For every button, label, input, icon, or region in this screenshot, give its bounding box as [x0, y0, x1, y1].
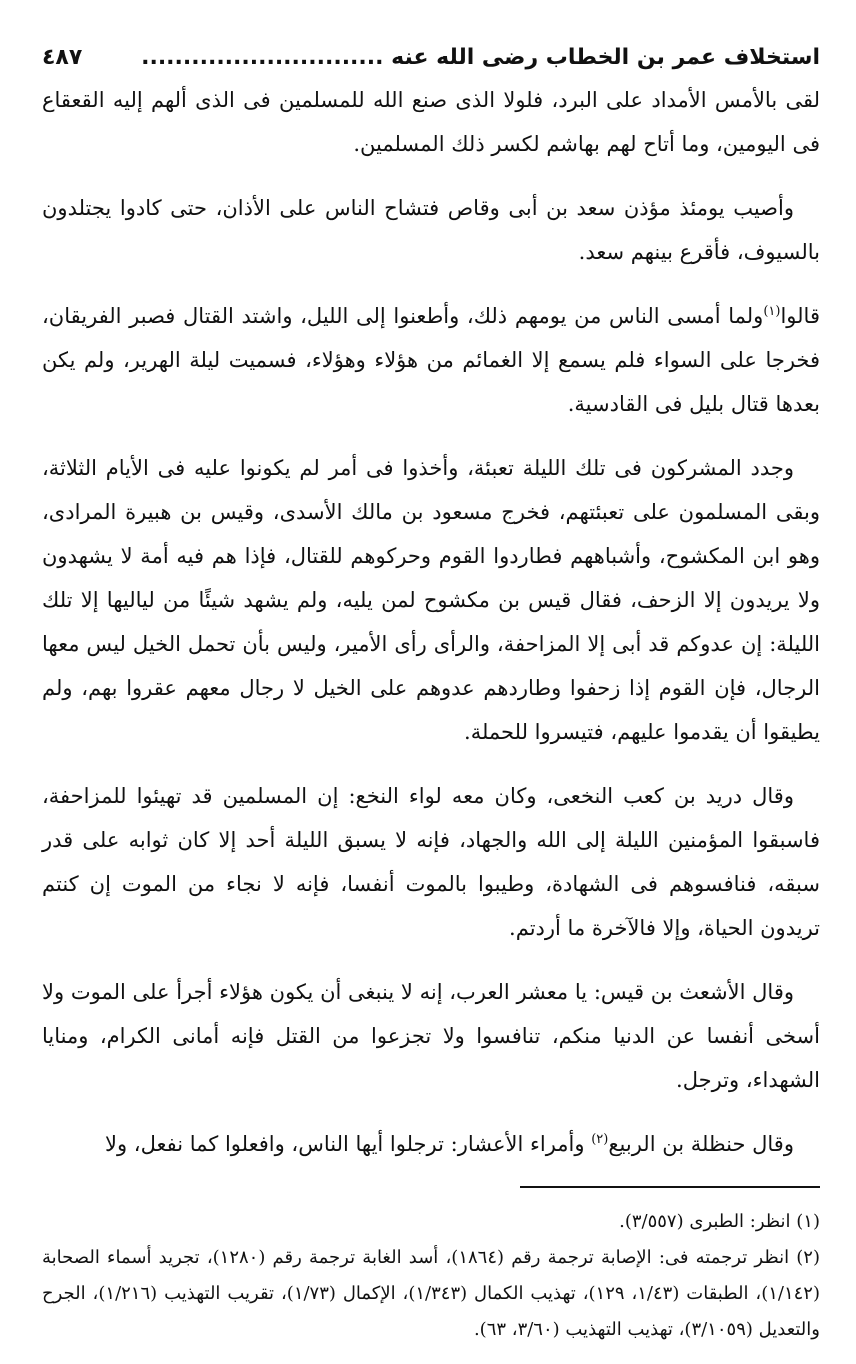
paragraph-5: وقال دريد بن كعب النخعى، وكان معه لواء النخع: إن المسلمين قد تهيئوا للمزاحفة، فاسبقوا المؤمنين الليلة إلى الله والجهاد، فإنه لا يسبق الليلة أحد إلا كان ثوابه على قدر سبقه، فنافسوهم فى الشهادة، وطيبوا بالموت أنفسا، فإنه لا نجاء من الموت إن كنتم تريدون الحياة، وإلا فالآخرة ما أردتم. — [42, 784, 820, 940]
paragraph-3 — [42, 294, 820, 426]
paragraph-3-lead: قالوا — [780, 304, 820, 328]
body-text — [42, 78, 820, 1166]
running-head-title: استخلاف عمر بن الخطاب رضى الله عنه ............................. — [141, 45, 820, 70]
paragraph-7-text: وأمراء الأعشار: ترجلوا أيها الناس، وافعلوا كما نفعل، ولا — [105, 1132, 585, 1156]
paragraph-6: وقال الأشعث بن قيس: يا معشر العرب، إنه لا ينبغى أن يكون هؤلاء أجرأ على الموت ولا أسخى أنفسا عن الدنيا منكم، تنافسوا ولا تجزعوا من القتل فإنه أمانى الكرام، ومنايا الشهداء، وترجل. — [42, 980, 820, 1092]
paragraph-1: لقى بالأمس الأمداد على البرد، فلولا الذى صنع الله للمسلمين فى الذى ألهم إليه القعقاع فى اليومين، وما أتاح لهم بهاشم لكسر ذلك المسلمين. — [42, 88, 820, 156]
paragraph-2: وأصيب يومئذ مؤذن سعد بن أبى وقاص فتشاح الناس على الأذان، حتى كادوا يجتلدون بالسيوف، فأقرع بينهم سعد. — [42, 196, 820, 264]
footnote-ref-2: (٢) — [591, 1132, 609, 1147]
paragraph-3-text: ولما أمسى الناس من يومهم ذلك، وأطعنوا إلى الليل، واشتد القتال فصبر الفريقان، فخرجا على السواء فلم يسمع إلا الغمائم من هؤلاء وهؤلاء، فسميت ليلة الهرير، ولم يكن بعدها قتال بليل فى القادسية. — [42, 304, 820, 416]
footnote-ref-1: (١) — [763, 304, 781, 319]
running-head — [42, 40, 820, 76]
paragraph-7 — [42, 1122, 820, 1166]
paragraph-4: وجدد المشركون فى تلك الليلة تعبئة، وأخذوا فى أمر لم يكونوا عليه فى الأيام الثلاثة، وبقى المسلمون على تعبئتهم، فخرج مسعود بن مالك الأسدى، وقيس بن هبيرة المرادى، وهو ابن المكشوح، وأشباههم فطاردوا القوم وحركوهم للقتال، فإذا هم فيه أمة لا يشهدون ولا يريدون إلا الزحف، فقال قيس بن مكشوح لمن يليه، ولم يشهد شيئًا من لياليها إلا تلك الليلة: إن عدوكم قد أبى إلا المزاحفة، والرأى رأى الأمير، وليس بأن تحمل الخيل ليس معها الرجال، فإن القوم إذا زحفوا وطاردهم عدوهم على الخيل لا رجال معهم عقروا بهم، ولم يطيقوا أن يقدموا عليهم، فتيسروا للحملة. — [42, 456, 820, 744]
footnote-1: (١) انظر: الطبرى (٣/٥٥٧). — [619, 1211, 820, 1232]
page-number: ٤٨٧ — [42, 45, 83, 70]
footnote-2: (٢) انظر ترجمته فى: الإصابة ترجمة رقم (١٨٦٤)، أسد الغابة ترجمة رقم (١٢٨٠)، تجريد أسماء الصحابة (١/١٤٢)، الطبقات (١/٤٣، ١٢٩)، تهذيب الكمال (١/٣٤٣)، الإكمال (١/٧٣)، تقريب التهذيب (١/٢١٦)، الجرح والتعديل (٣/١٠٥٩)، تهذيب التهذيب (٣/٦٠، ٦٣). — [42, 1247, 821, 1340]
footnotes — [42, 1204, 820, 1348]
footnote-separator — [520, 1186, 820, 1188]
paragraph-7-lead: وقال حنظلة بن الربيع — [608, 1132, 794, 1156]
